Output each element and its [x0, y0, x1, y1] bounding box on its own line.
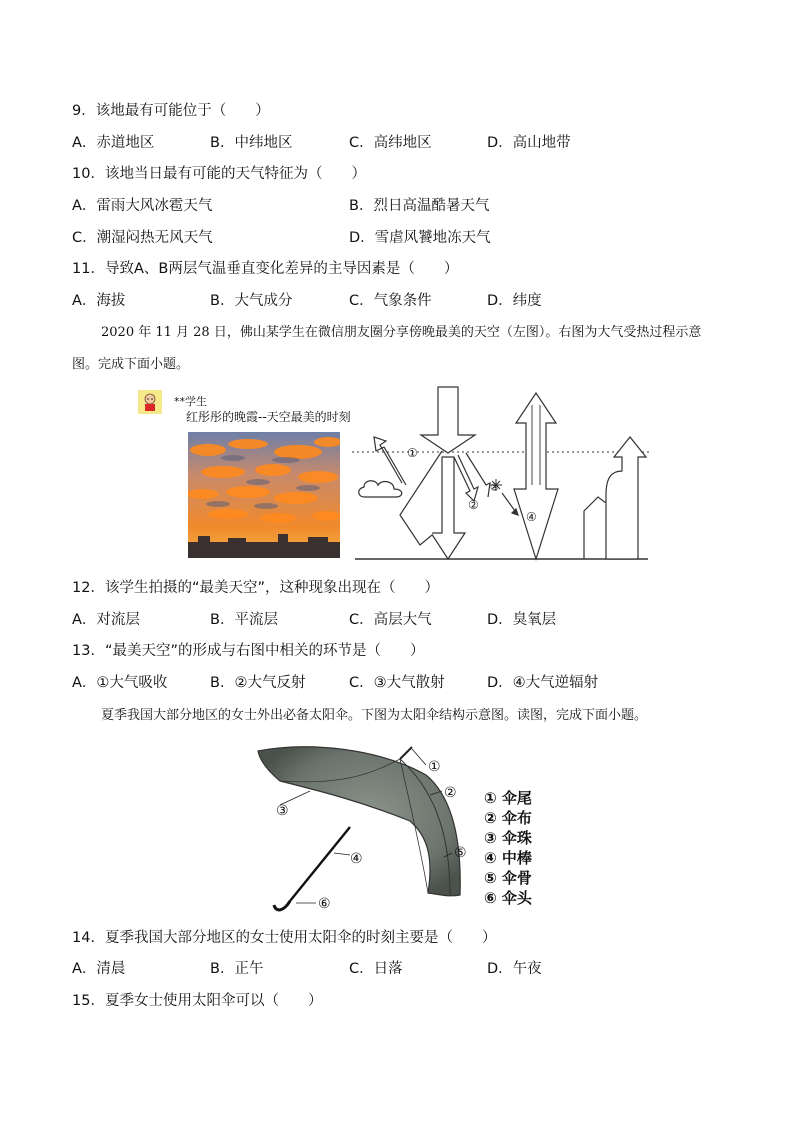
q12-option-a: A．对流层 — [72, 612, 140, 628]
q11-option-b: B．大气成分 — [210, 293, 293, 309]
umbrella-callout-3: ③ — [276, 803, 289, 819]
umbrella-legend-2: ② 伞布 — [484, 809, 532, 827]
q14-option-c: C．日落 — [349, 961, 403, 977]
atmospheric-heating-diagram — [350, 385, 655, 565]
q13-stem: 13．“最美天空”的形成与右图中相关的环节是（ ） — [72, 643, 425, 659]
diagram-label-1: ① — [407, 446, 418, 460]
q14-stem: 14．夏季我国大部分地区的女士使用太阳伞的时刻主要是（ ） — [72, 930, 497, 946]
q13-option-b: B．②大气反射 — [210, 675, 306, 691]
umbrella-legend-1: ① 伞尾 — [484, 789, 532, 807]
diagram-label-3: ③ — [490, 483, 499, 494]
q12-option-b: B．平流层 — [210, 612, 278, 628]
umbrella-diagram — [250, 735, 490, 915]
q15-stem: 15．夏季女士使用太阳伞可以（ ） — [72, 993, 323, 1009]
q11-option-d: D．纬度 — [487, 293, 542, 309]
post-caption: 红彤彤的晚霞--天空最美的时刻 — [186, 410, 351, 424]
umbrella-callout-6: ⑥ — [318, 896, 331, 912]
q11-option-c: C．气象条件 — [349, 293, 432, 309]
passage-1-line-2: 图。完成下面小题。 — [72, 357, 190, 372]
umbrella-callout-5: ⑤ — [454, 845, 467, 861]
q12-stem: 12．该学生拍摄的“最美天空”，这种现象出现在（ ） — [72, 580, 439, 596]
passage-2-line-1: 夏季我国大部分地区的女士外出必备太阳伞。下图为太阳伞结构示意图。读图，完成下面小题。 — [101, 708, 648, 723]
avatar — [138, 390, 162, 414]
q12-option-d: D．臭氧层 — [487, 612, 557, 628]
umbrella-callout-4: ④ — [350, 851, 363, 867]
umbrella-legend-3: ③ 伞珠 — [484, 829, 532, 847]
q9-option-a: A．赤道地区 — [72, 135, 155, 151]
q11-stem: 11．导致A、B两层气温垂直变化差异的主导因素是（ ） — [72, 261, 459, 277]
umbrella-callout-1: ① — [428, 759, 441, 775]
q10-option-a: A．雷雨大风冰雹天气 — [72, 198, 213, 214]
passage-1-line-1: 2020 年 11 月 28 日，佛山某学生在微信朋友圈分享傍晚最美的天空（左图）。右图为大气受热过程示意 — [101, 325, 702, 340]
q14-option-b: B．正午 — [210, 961, 264, 977]
q14-option-d: D．午夜 — [487, 961, 542, 977]
q9-stem: 9．该地最有可能位于（ ） — [72, 103, 270, 119]
wechat-post — [138, 388, 360, 562]
q9-option-c: C．高纬地区 — [349, 135, 432, 151]
q9-option-b: B．中纬地区 — [210, 135, 293, 151]
q9-option-d: D．高山地带 — [487, 135, 571, 151]
q11-option-a: A．海拔 — [72, 293, 126, 309]
post-username: **学生 — [174, 395, 207, 408]
q13-option-c: C．③大气散射 — [349, 675, 445, 691]
umbrella-legend-5: ⑤ 伞骨 — [484, 869, 532, 887]
sunset-sky-photo — [188, 432, 340, 558]
q13-option-d: D．④大气逆辐射 — [487, 675, 599, 691]
q10-option-b: B．烈日高温酷暑天气 — [349, 198, 490, 214]
diagram-label-2: ② — [468, 498, 479, 512]
q14-option-a: A．清晨 — [72, 961, 126, 977]
umbrella-callout-2: ② — [444, 785, 457, 801]
umbrella-legend-6: ⑥ 伞头 — [484, 889, 532, 907]
q13-option-a: A．①大气吸收 — [72, 675, 168, 691]
q10-option-c: C．潮湿闷热无风天气 — [72, 230, 213, 246]
q12-option-c: C．高层大气 — [349, 612, 432, 628]
q10-option-d: D．雪虐风饕地冻天气 — [349, 230, 491, 246]
diagram-label-4: ④ — [526, 510, 537, 524]
umbrella-legend-4: ④ 中棒 — [484, 849, 532, 867]
q10-stem: 10．该地当日最有可能的天气特征为（ ） — [72, 166, 366, 182]
